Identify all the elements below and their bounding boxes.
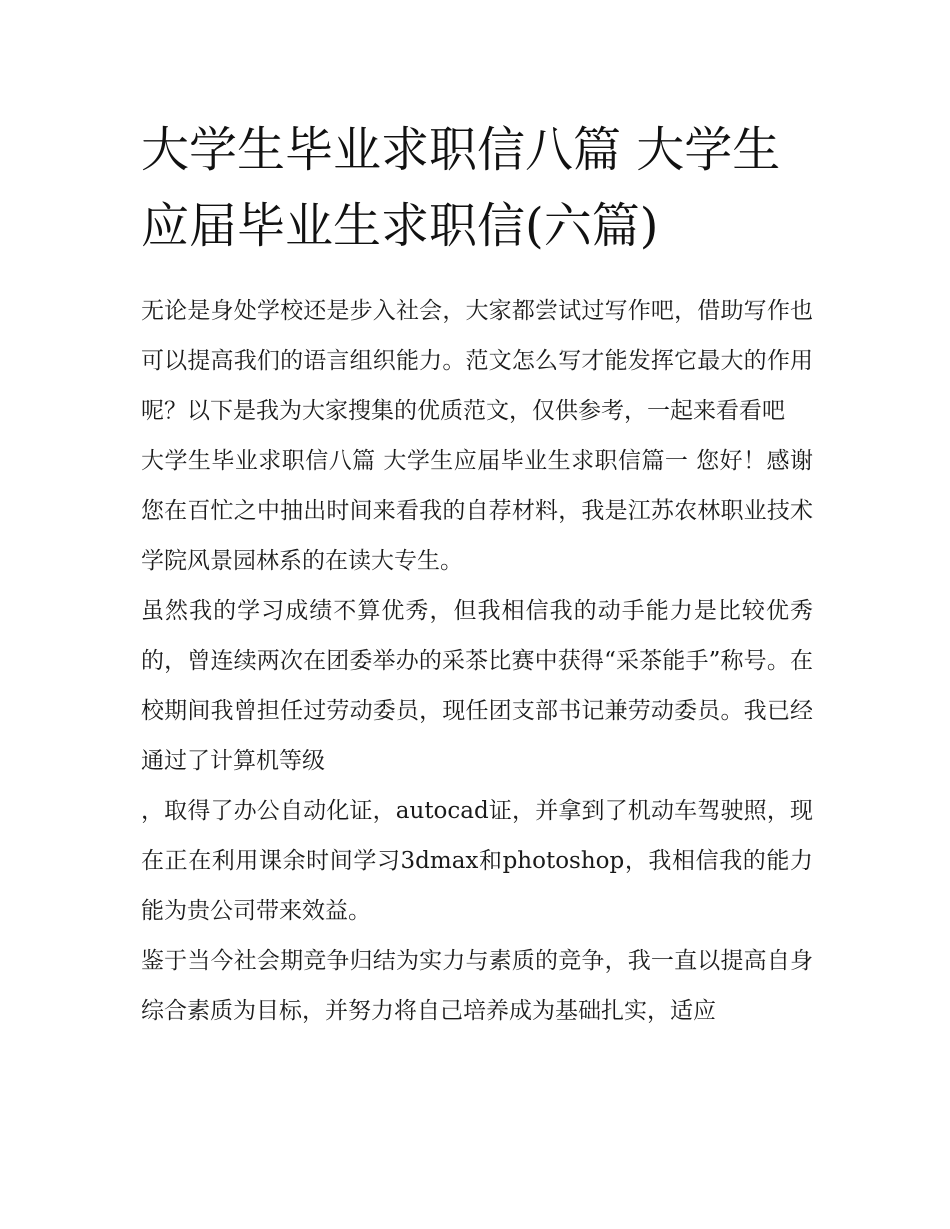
body-paragraph-certificates: ，取得了办公自动化证，autocad证，并拿到了机动车驾驶照，现在正在利用课余时间学习3dmax和photoshop，我相信我的能力能为贵公司带来效益。	[141, 798, 813, 924]
body-paragraph-greeting: 大学生毕业求职信八篇 大学生应届毕业生求职信篇一 您好！感谢您在百忙之中抽出时间来看我的自荐材料，我是江苏农林职业技术学院风景园林系的在读大专生。	[141, 448, 813, 574]
document-page	[141, 112, 813, 1036]
intro-paragraph: 无论是身处学校还是步入社会，大家都尝试过写作吧，借助写作也可以提高我们的语言组织能力。范文怎么写才能发挥它最大的作用呢？以下是我为大家搜集的优质范文，仅供参考，一起来看看吧	[141, 298, 813, 424]
document-title: 大学生毕业求职信八篇 大学生应届毕业生求职信(六篇)	[141, 122, 781, 254]
body-paragraph-abilities: 虽然我的学习成绩不算优秀，但我相信我的动手能力是比较优秀的，曾连续两次在团委举办的采茶比赛中获得“采茶能手”称号。在校期间我曾担任过劳动委员，现任团支部书记兼劳动委员。我已经通过了计算机等级	[141, 598, 813, 774]
body-paragraph-competition: 鉴于当今社会期竞争归结为实力与素质的竞争，我一直以提高自身综合素质为目标，并努力将自己培养成为基础扎实，适应	[141, 948, 813, 1024]
